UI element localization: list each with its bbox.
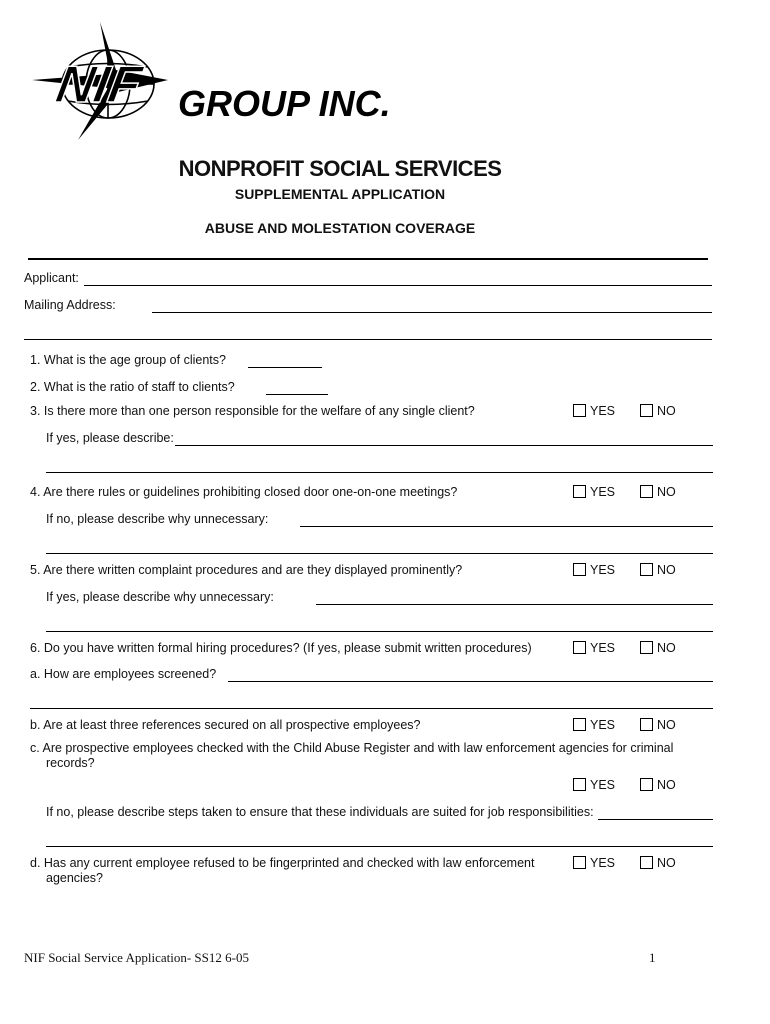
footer-form-id: NIF Social Service Application- SS12 6-05: [24, 950, 249, 965]
question-6a: a. How are employees screened?: [30, 667, 217, 681]
q4-yes-label: YES: [590, 485, 616, 499]
q6c-followup-label: If no, please describe steps taken to ensure that these individuals are suited for job responsibilities:: [46, 805, 594, 819]
q6b-no-label: NO: [657, 718, 676, 732]
q5-no-checkbox[interactable]: [640, 563, 653, 576]
q3-no-checkbox[interactable]: [640, 404, 653, 417]
question-4: 4. Are there rules or guidelines prohibiting closed door one-on-one meetings?: [30, 485, 458, 499]
q6-no-label: NO: [657, 641, 676, 655]
nif-logo: [28, 22, 428, 142]
applicant-field[interactable]: [84, 285, 712, 286]
mailing-address-label: Mailing Address:: [24, 298, 116, 312]
page-title: NONPROFIT SOCIAL SERVICES: [178, 156, 502, 181]
q4-describe-field[interactable]: [300, 526, 713, 527]
q3-yes-label: YES: [590, 404, 616, 418]
q3-describe-field-line2[interactable]: [46, 472, 713, 473]
company-name: GROUP INC.: [178, 83, 391, 124]
q5-describe-field-line2[interactable]: [46, 631, 713, 632]
q6c-no-label: NO: [657, 778, 676, 792]
q5-yes-label: YES: [590, 563, 616, 577]
q6c-describe-field-line2[interactable]: [46, 846, 713, 847]
question-2: 2. What is the ratio of staff to clients?: [30, 380, 235, 394]
age-group-field[interactable]: [248, 367, 322, 368]
q4-yes-checkbox[interactable]: [573, 485, 586, 498]
question-1: 1. What is the age group of clients?: [30, 353, 226, 367]
question-5: 5. Are there written complaint procedures and are they displayed prominently?: [30, 563, 463, 577]
q6-yes-checkbox[interactable]: [573, 641, 586, 654]
q4-no-checkbox[interactable]: [640, 485, 653, 498]
q6c-yes-label: YES: [590, 778, 616, 792]
staff-ratio-field[interactable]: [266, 394, 328, 395]
coverage-title: ABUSE AND MOLESTATION COVERAGE: [204, 220, 476, 236]
question-6c-line2: records?: [46, 756, 95, 770]
q6c-no-checkbox[interactable]: [640, 778, 653, 791]
page-number: 1: [649, 950, 656, 965]
q5-describe-field[interactable]: [316, 604, 713, 605]
mailing-address-field-line2[interactable]: [24, 339, 712, 340]
question-6c-line1: c. Are prospective employees checked with the Child Abuse Register and with law enforcement agencies for criminal: [30, 741, 674, 755]
q6d-yes-label: YES: [590, 856, 616, 870]
question-6: 6. Do you have written formal hiring procedures? (If yes, please submit written procedures): [30, 641, 532, 655]
question-6d-line1: d. Has any current employee refused to be fingerprinted and checked with law enforcement: [30, 856, 535, 870]
q4-describe-field-line2[interactable]: [46, 553, 713, 554]
q3-followup-label: If yes, please describe:: [46, 431, 174, 445]
question-6d-line2: agencies?: [46, 871, 103, 885]
q3-yes-checkbox[interactable]: [573, 404, 586, 417]
q3-describe-field[interactable]: [175, 445, 713, 446]
mailing-address-field[interactable]: [152, 312, 712, 313]
question-6b: b. Are at least three references secured on all prospective employees?: [30, 718, 421, 732]
q6d-no-checkbox[interactable]: [640, 856, 653, 869]
q6c-yes-checkbox[interactable]: [573, 778, 586, 791]
q5-followup-label: If yes, please describe why unnecessary:: [46, 590, 274, 604]
q6b-yes-label: YES: [590, 718, 616, 732]
question-3: 3. Is there more than one person responsible for the welfare of any single client?: [30, 404, 475, 418]
q3-no-label: NO: [657, 404, 676, 418]
q6a-screening-field-line2[interactable]: [30, 708, 713, 709]
q5-yes-checkbox[interactable]: [573, 563, 586, 576]
q6b-no-checkbox[interactable]: [640, 718, 653, 731]
q6d-no-label: NO: [657, 856, 676, 870]
q6b-yes-checkbox[interactable]: [573, 718, 586, 731]
q4-no-label: NO: [657, 485, 676, 499]
applicant-label: Applicant:: [24, 271, 79, 285]
q5-no-label: NO: [657, 563, 676, 577]
header-divider: [28, 258, 708, 260]
q6-no-checkbox[interactable]: [640, 641, 653, 654]
q6a-screening-field[interactable]: [228, 681, 713, 682]
nif-mark: NIF: [51, 56, 146, 114]
q4-followup-label: If no, please describe why unnecessary:: [46, 512, 269, 526]
q6c-describe-field[interactable]: [598, 819, 713, 820]
q6d-yes-checkbox[interactable]: [573, 856, 586, 869]
page-subtitle: SUPPLEMENTAL APPLICATION: [234, 186, 446, 202]
q6-yes-label: YES: [590, 641, 616, 655]
